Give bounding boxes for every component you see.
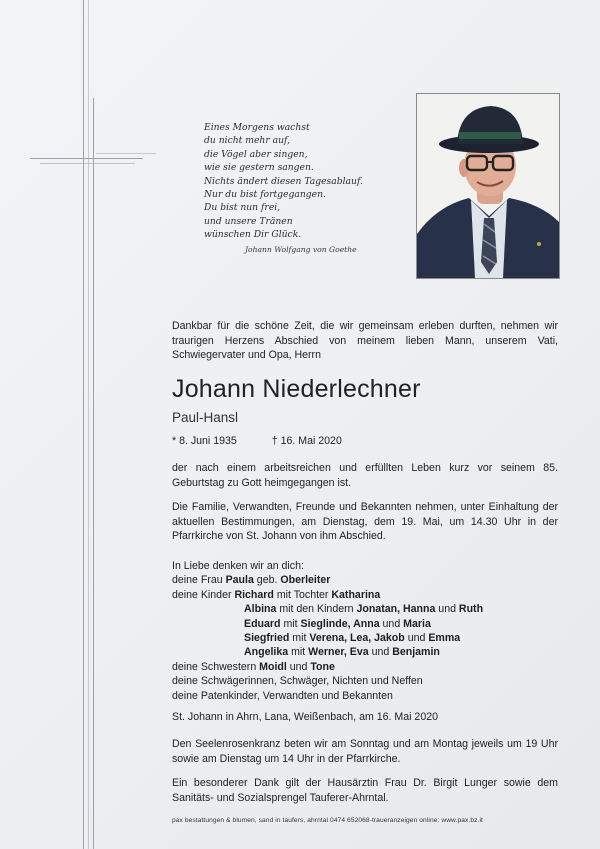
- grandchild-name: Ruth: [458, 603, 484, 616]
- family-child: [172, 645, 483, 659]
- poem-line: wünschen Dir Glück.: [204, 229, 302, 241]
- label: und: [286, 660, 311, 673]
- label: mit: [288, 646, 309, 659]
- family-in-laws: deine Schwägerinnen, Schwäger, Nichten und Neffen: [172, 675, 423, 688]
- label: mit den Kindern: [276, 603, 357, 616]
- life-dates: [172, 435, 374, 447]
- sister-name: Moidl: [259, 660, 287, 673]
- grandchild-name: Benjamin: [392, 646, 440, 659]
- portrait-illustration: [417, 94, 559, 278]
- intro-text: Dankbar für die schöne Zeit, die wir gemeinsam erleben durften, nehmen wir traurigen Herzens Abschied von meinem lieben Mann, unserem Vati, Schwiegervater und Opa, Herrn: [172, 320, 558, 362]
- grandchild-names: Verena, Lea, Jakob: [309, 632, 405, 645]
- poem: [204, 121, 404, 242]
- child-name: Eduard: [244, 617, 281, 630]
- family-list: [172, 559, 483, 703]
- label: geb.: [253, 574, 281, 587]
- child-name: Albina: [244, 603, 277, 616]
- poem-line: Nichts ändert diesen Tagesablauf.: [204, 175, 363, 187]
- family-child: [172, 617, 483, 631]
- family-child: [172, 588, 483, 602]
- family-child: [172, 602, 483, 616]
- label: und: [435, 603, 459, 616]
- label: deine Schwestern: [172, 660, 260, 673]
- poem-author: Johann Wolfgang von Goethe: [245, 245, 357, 254]
- deceased-name: Johann Niederlechner: [172, 375, 421, 403]
- poem-line: Du bist nun frei,: [204, 202, 281, 214]
- wife-name: Paula: [225, 574, 254, 587]
- label: und: [404, 632, 429, 645]
- footer-imprint: pax bestattungen & blumen, sand in taufers, ahrntal 0474 652068-traueranzeigen online: www.pax.bz.it: [172, 817, 483, 824]
- family-heading: In Liebe denken wir an dich:: [172, 560, 304, 572]
- family-sisters: [172, 660, 483, 674]
- child-name: Angelika: [244, 646, 289, 659]
- farewell-text: Die Familie, Verwandten, Freunde und Bekannten nehmen, unter Einhaltung der aktuellen Bestimmungen, am Dienstag, dem 19. Mai, um 14.30 Uhr in der Pfarrkirche von St. Johann von ihm Abschied.: [172, 501, 558, 543]
- grandchild-names: Werner, Eva: [308, 646, 369, 659]
- deceased-nickname: Paul-Hansl: [172, 410, 239, 425]
- poem-line: die Vögel aber singen,: [204, 148, 308, 160]
- thanks-text: Ein besonderer Dank gilt der Hausärztin Frau Dr. Birgit Lunger sowie dem Sanitäts- und Sozialsprengel Tauferer-Ahrntal.: [172, 777, 558, 804]
- wife-maiden-name: Oberleiter: [280, 574, 331, 587]
- label: und: [379, 617, 404, 630]
- family-wife: [172, 573, 483, 587]
- grandchild-names: Jonatan, Hanna: [356, 603, 436, 616]
- grandchild-names: Sieglinde, Anna: [300, 617, 380, 630]
- birth-date: * 8. Juni 1935: [172, 435, 237, 447]
- portrait-photo: [416, 93, 560, 279]
- grandchild-name: Maria: [403, 617, 431, 630]
- poem-line: und unsere Tränen: [204, 215, 293, 227]
- label: mit Tochter: [273, 588, 332, 601]
- label: mit: [280, 617, 301, 630]
- passing-text: der nach einem arbeitsreichen und erfüllten Leben kurz vor seinem 85. Geburtstag zu Gott heimgegangen ist.: [172, 462, 558, 489]
- family-godchildren: deine Patenkinder, Verwandten und Bekannten: [172, 689, 393, 702]
- poem-line: Eines Morgens wachst: [204, 122, 310, 133]
- label: und: [368, 646, 393, 659]
- label: deine Kinder: [172, 588, 235, 601]
- sister-name: Tone: [310, 660, 335, 673]
- rosary-text: Den Seelenrosenkranz beten wir am Sonntag und am Montag jeweils um 19 Uhr sowie am Dienstag um 14 Uhr in der Pfarrkirche.: [172, 738, 558, 765]
- family-child: [172, 631, 483, 645]
- child-name: Siegfried: [244, 632, 290, 645]
- label: deine Frau: [172, 574, 226, 587]
- poem-line: du nicht mehr auf,: [204, 135, 291, 147]
- child-name: Richard: [234, 588, 274, 601]
- poem-line: wie sie gestern sangen.: [204, 162, 314, 174]
- place-date: St. Johann in Ahrn, Lana, Weißenbach, am 16. Mai 2020: [172, 711, 438, 723]
- label: mit: [289, 632, 310, 645]
- grandchild-names: Katharina: [331, 588, 381, 601]
- death-date: † 16. Mai 2020: [271, 435, 342, 447]
- poem-line: Nur du bist fortgegangen.: [204, 189, 326, 201]
- grandchild-name: Emma: [428, 632, 461, 645]
